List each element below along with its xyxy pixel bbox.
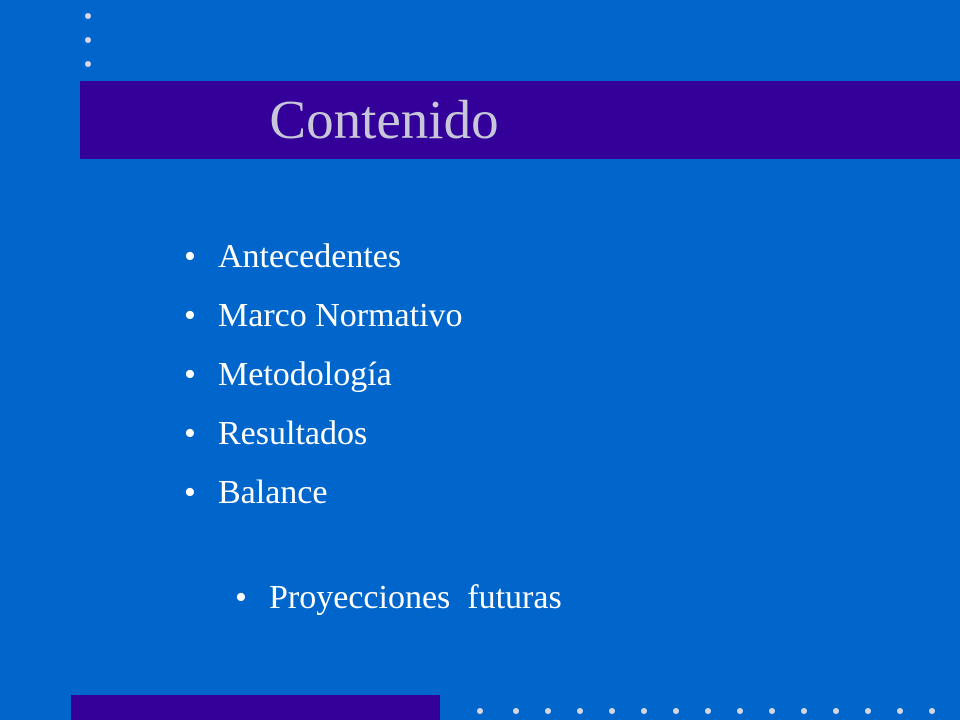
bullet-glyph: • bbox=[184, 474, 196, 511]
decorative-dot bbox=[705, 708, 711, 714]
bullet-list bbox=[184, 234, 562, 616]
list-item bbox=[184, 293, 562, 352]
list-item-label: Metodología bbox=[218, 356, 392, 393]
decorative-dot bbox=[545, 708, 551, 714]
decorative-dot bbox=[609, 708, 615, 714]
list-item bbox=[184, 234, 562, 293]
decorative-dot bbox=[929, 708, 935, 714]
list-item-label: Resultados bbox=[218, 415, 368, 452]
decorative-dot bbox=[85, 37, 91, 43]
list-item bbox=[184, 352, 562, 411]
decorative-dot bbox=[897, 708, 903, 714]
list-item-label: Marco Normativo bbox=[218, 297, 463, 334]
bullet-glyph: • bbox=[235, 579, 247, 616]
bullet-glyph: • bbox=[184, 297, 196, 334]
decorative-dot bbox=[577, 708, 583, 714]
decorative-dot bbox=[85, 13, 91, 19]
bullet-glyph: • bbox=[184, 238, 196, 275]
decorative-dot bbox=[85, 61, 91, 67]
decorative-dot bbox=[737, 708, 743, 714]
decorative-dot bbox=[801, 708, 807, 714]
decorative-dot bbox=[865, 708, 871, 714]
list-item-label: Proyecciones futuras bbox=[269, 579, 562, 616]
decorative-dot bbox=[513, 708, 519, 714]
list-item-label: Balance bbox=[218, 474, 328, 511]
decorative-dot bbox=[833, 708, 839, 714]
list-item bbox=[184, 411, 562, 470]
decorative-dot bbox=[673, 708, 679, 714]
bottom-bar bbox=[71, 695, 440, 720]
decorative-dot bbox=[477, 708, 483, 714]
bullet-glyph: • bbox=[184, 356, 196, 393]
decorative-dot bbox=[641, 708, 647, 714]
list-item-label: Antecedentes bbox=[218, 238, 402, 275]
list-item bbox=[184, 470, 562, 529]
bullet-glyph: • bbox=[184, 415, 196, 452]
list-item bbox=[184, 529, 562, 616]
decorative-dot bbox=[769, 708, 775, 714]
slide-title: Contenido bbox=[269, 89, 499, 150]
